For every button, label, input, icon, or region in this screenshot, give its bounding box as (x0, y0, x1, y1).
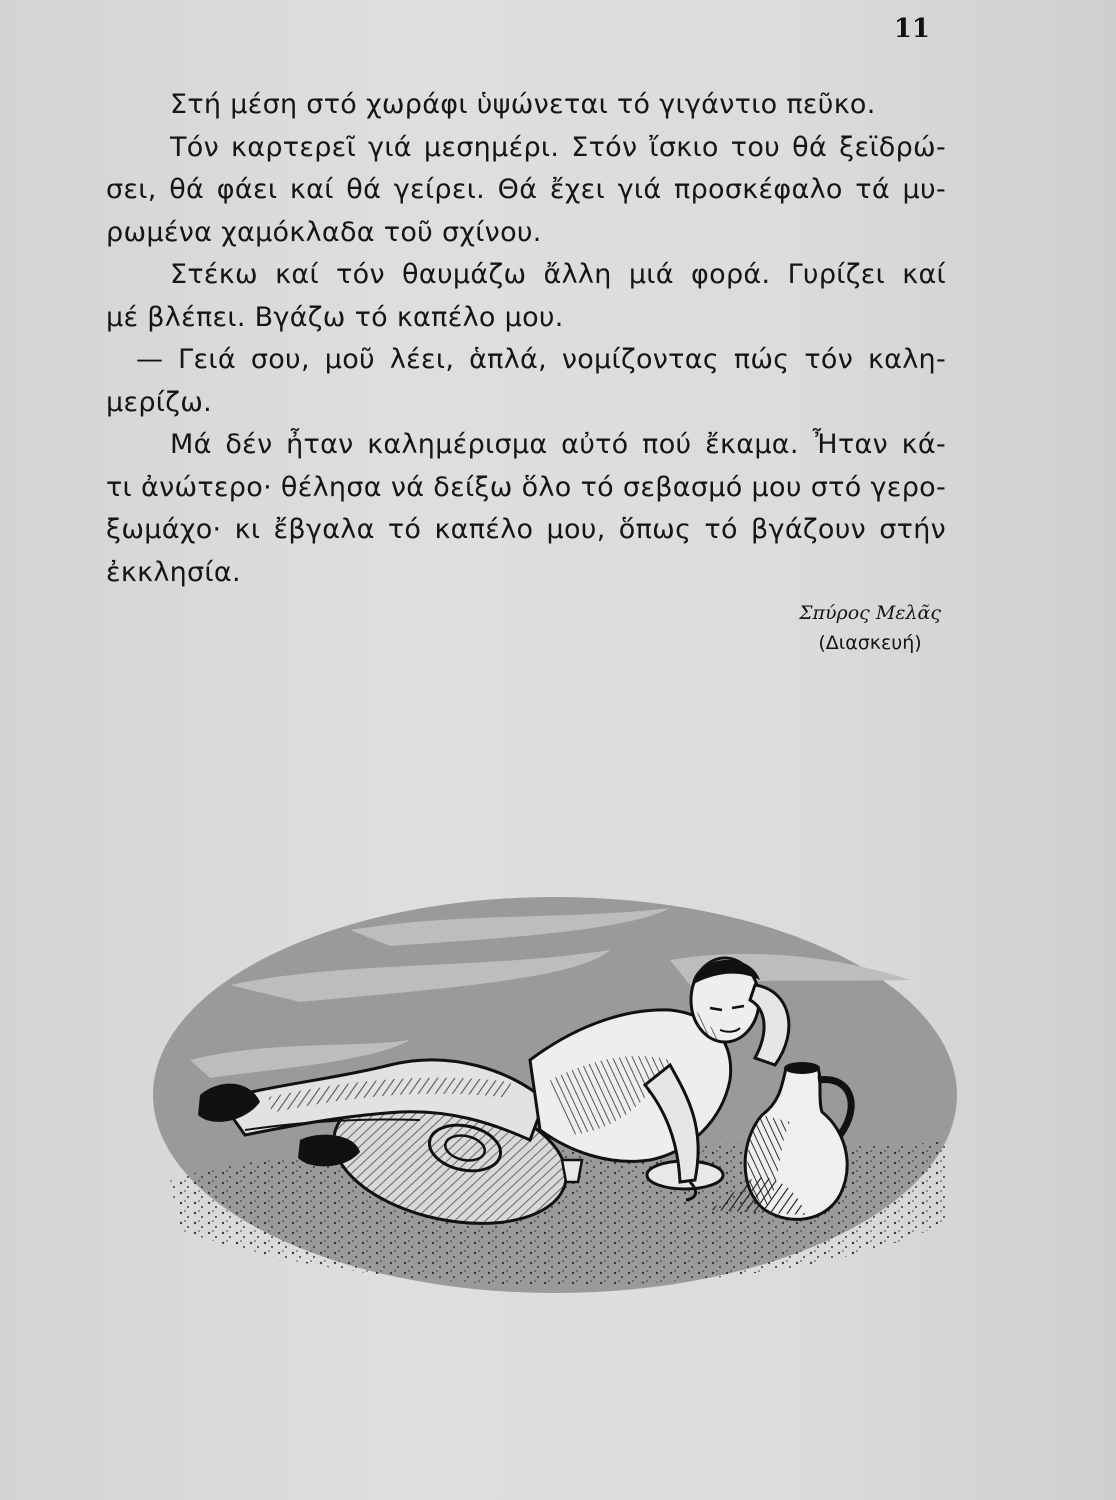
woodcut-resting-farmer-illustration (150, 890, 960, 1310)
text-line: τι ἀνώτερο· θέλησα νά δείξω ὅλο τό σεβασμό μου στό γερο- (106, 471, 946, 503)
adaptation-note: (Διασκευή) (818, 632, 922, 654)
author-name: Σπύρος Μελᾶς (799, 602, 941, 624)
text-line: Τόν καρτερεῖ γιά μεσημέρι. Στόν ἴσκιο του θά ξεϊδρώ- (170, 131, 946, 163)
text-line: ρωμένα χαμόκλαδα τοῦ σχίνου. (106, 216, 542, 248)
text-line: μερίζω. (106, 386, 213, 418)
text-line: Στέκω καί τόν θαυμάζω ἄλλη μιά φορά. Γυρίζει καί (170, 259, 946, 290)
text-line: σει, θά φάει καί θά γείρει. Θά ἔχει γιά προσκέφαλο τά μυ- (106, 174, 946, 205)
text-line: Μά δέν ἦταν καλημέρισμα αὐτό πού ἔκαμα. Ἦταν κά- (170, 429, 946, 460)
text-line: ἐκκλησία. (106, 556, 241, 588)
page-number: 11 (893, 14, 930, 44)
text-line: — Γειά σου, μοῦ λέει, ἁπλά, νομίζοντας πώς τόν καλη- (136, 344, 946, 375)
body-text (106, 84, 946, 594)
text-line: μέ βλέπει. Βγάζω τό καπέλο μου. (106, 301, 564, 333)
signature-block (799, 598, 941, 658)
text-line: ξωμάχο· κι ἔβγαλα τό καπέλο μου, ὅπως τό βγάζουν στήν (106, 514, 946, 545)
text-line: Στή μέση στό χωράφι ὑψώνεται τό γιγάντιο πεῦκο. (170, 89, 876, 120)
